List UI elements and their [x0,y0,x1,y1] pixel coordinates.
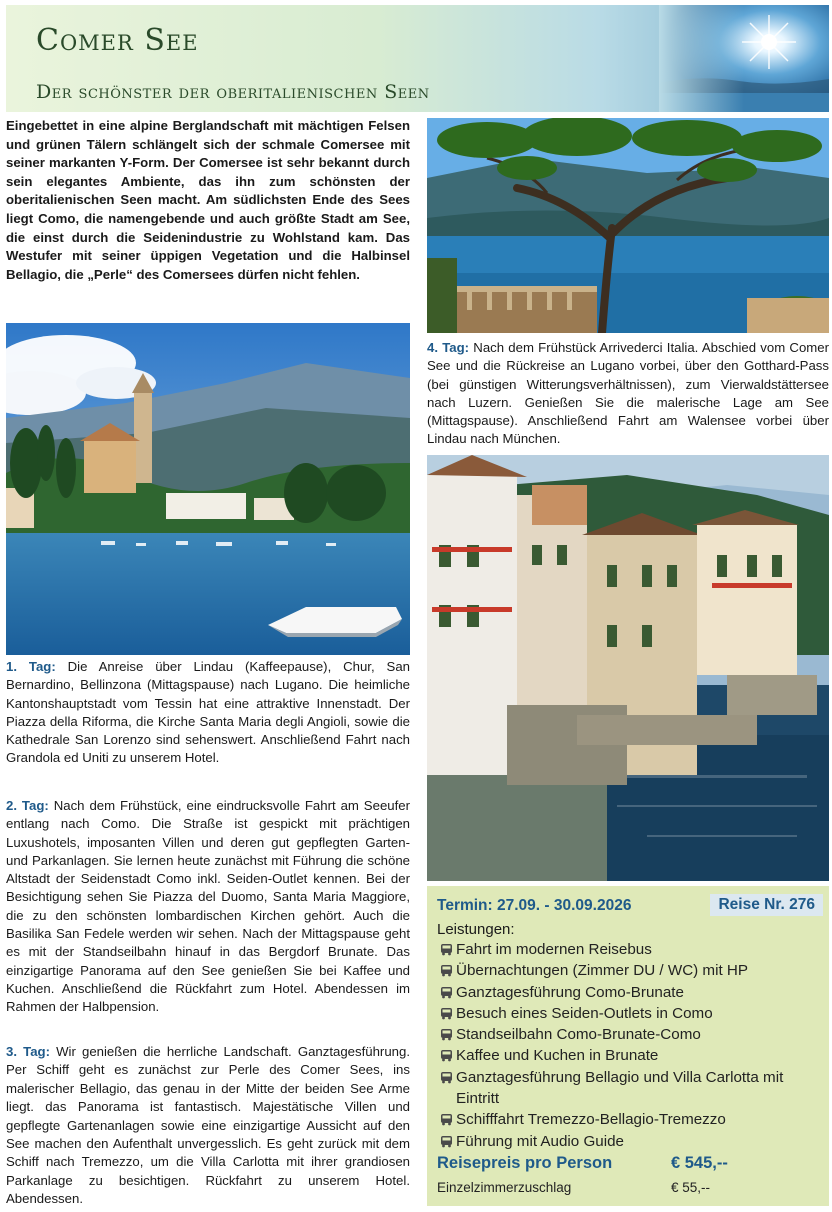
list-item [437,939,822,960]
bus-icon [437,1049,456,1062]
bus-icon [437,964,456,977]
service-label: Führung mit Audio Guide [456,1132,625,1150]
day-4-body: Nach dem Frühstück Arrivederci Italia. Abschied vom Comer See und die Rückreise an Lugano vorbei, über den Gotthard-Pass (bei günstigen Witterungsverhältnissen), zum Vierwaldstättersee nach Luzern. Genießen Sie die malerische Lage am See (Mittagspause). Anschließend Fahrt am Walensee vorbei über Lindau nach München. [427,340,829,447]
day-4-label: 4. Tag: [427,340,470,355]
bus-icon [437,986,456,999]
trip-number-badge: Reise Nr. 276 [710,894,823,916]
service-label: Fahrt im modernen Reisebus [456,941,652,958]
single-supplement-row [437,1180,817,1195]
header-banner [6,5,829,112]
list-item [437,1024,822,1045]
day-3-text [6,1043,410,1209]
sun-lake-photo [659,5,829,112]
bus-icon [437,1135,456,1148]
price-value: € 545,-- [671,1154,728,1172]
service-label: Kaffee und Kuchen in Brunate [456,1047,659,1065]
service-label: Schifffahrt Tremezzo-Bellagio-Tremezzo [456,1111,726,1129]
bus-icon [437,1028,456,1041]
list-item [437,1067,822,1110]
day-2-body: Nach dem Frühstück, eine eindrucksvolle Fahrt am Seeufer entlang nach Como. Die Straße ist gespickt mit prächtigen Luxushotels, imposanten Villen und deren gut gepflegten Garten- und Parkanlagen. Sie lernen heute zunächst mit Führung die schöne Altstadt der Seidenstadt Como inkl. Seiden-Outlet kennen. Bei der Besichtigung sehen Sie Piazza del Duomo, Santa Maria Maggiore, die zu den schönsten lombardischen Kirchen gehört. Auch die Basilika San Fedele werden wir sehen. Nach der Mittagspause geht es mit der Standseilbahn hinauf in das Bergdorf Brunate. Das einzigartige Panorama auf den See genießen Sie bei Kaffee und Kuchen. Anschließend die Rückfahrt zum Hotel. Abendessen im Rahmen der Halbpension. [6,798,410,1015]
service-label: Ganztagesführung Como-Brunate [456,983,684,1001]
services-list [437,939,822,1152]
list-item [437,1045,822,1066]
service-label: Übernachtungen (Zimmer DU / WC) mit HP [456,962,748,980]
service-label: Besuch eines Seiden-Outlets in Como [456,1004,713,1022]
lake-terrace-photo [427,118,829,333]
page-title: Comer See [36,23,199,58]
services-heading: Leistungen: [437,921,515,938]
single-supplement-value: € 55,-- [671,1180,711,1195]
price-label: Reisepreis pro Person [437,1154,613,1172]
lake-church-photo [6,323,410,655]
day-1-label: 1. Tag: [6,659,56,674]
bus-icon [437,1007,456,1020]
day-3-label: 3. Tag: [6,1044,50,1059]
day-3-body: Wir genießen die herrliche Landschaft. Ganztagesführung. Per Schiff geht es zunächst zur Perle des Comer Sees, ins malerischer Bellagio, das genau in der Mitte der beiden See Arme liegt. das Panorama ist fantastisch. Majestätische Villen und gepflegte Gartenanlagen sowie eine einzigartige Aussicht auf den See machen den Aufenthalt unvergesslich. Es geht zurück mit dem Schiff nach Tremezzo, um die Villa Carlotta mit ihrer grandiosen Parkanlage zu besichtigen. Rückfahrt zu unserem Hotel. Abendessen. [6,1044,410,1207]
bus-icon [437,1113,456,1126]
list-item [437,1109,822,1130]
trip-dates: Termin: 27.09. - 30.09.2026 [437,897,632,914]
list-item [437,982,822,1003]
day-2-label: 2. Tag: [6,798,49,813]
list-item [437,1003,822,1024]
bus-icon [437,1071,456,1084]
single-supplement-label: Einzelzimmerzuschlag [437,1180,572,1195]
service-label: Ganztagesführung Bellagio und Villa Carlotta mit Eintritt [456,1068,784,1108]
page-subtitle: Der schönster der oberitalienischen Seen [36,81,430,103]
trip-info-box [427,886,829,1206]
day-1-body: Die Anreise über Lindau (Kaffeepause), Chur, San Bernardino, Bellinzona (Mittagspause) nach Lugano. Die heimliche Kantonshauptstadt vom Tessin hat eine attraktive Innenstadt. Der Piazza della Riforma, die Kirche Santa Maria degli Angioli, sowie die Kathedrale San Lorenzo sind sehenswert. Anschließend Fahrt nach Grandola ed Uniti zu unserem Hotel. [6,659,410,766]
service-label: Standseilbahn Como-Brunate-Como [456,1026,701,1044]
day-2-text [6,797,410,1017]
list-item [437,1131,822,1152]
day-1-text [6,658,410,768]
bus-icon [437,943,456,956]
lakeside-village-photo [427,455,829,881]
intro-text: Eingebettet in eine alpine Berglandschaft mit mächtigen Felsen und grünen Tälern schlängelt sich der schmale Comersee mit seiner markanten Y-Form. Der Comersee ist sehr bekannt durch sein elegantes Ambiente, das ihn zum schönsten der oberitalienischen Seen macht. Am südlichsten Ende des Sees liegt Como, die namengebende und auch größte Stadt am See, die einst durch die Seidenindustrie zu Wohlstand kam. Das Westufer mit seiner üppigen Vegetation und die Halbinsel Bellagio, die „Perle“ des Comersees dürfen nicht fehlen. [6,118,410,282]
day-4-text [427,339,829,449]
price-row [437,1154,817,1173]
list-item [437,960,822,981]
